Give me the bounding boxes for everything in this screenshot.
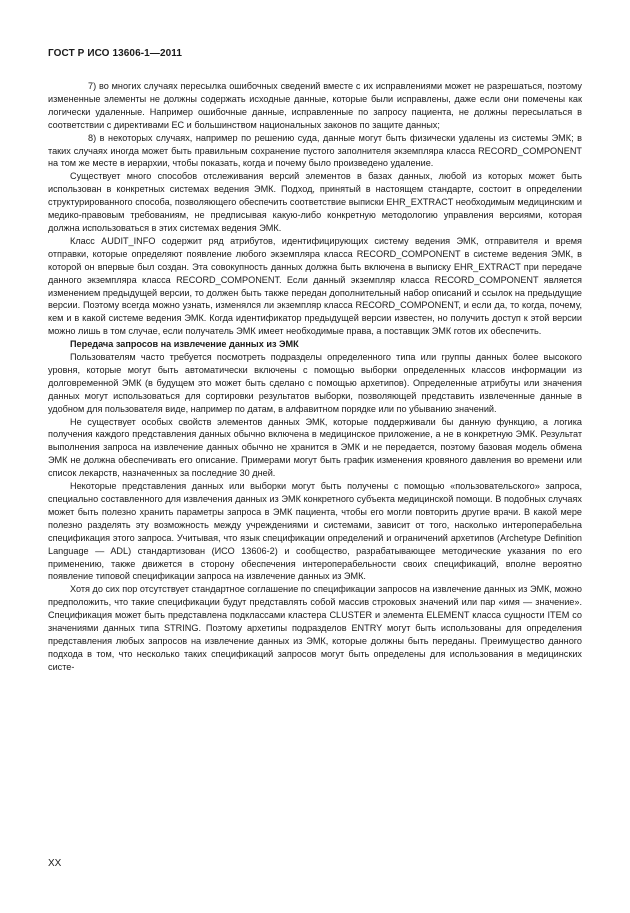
paragraph-query-specification: Хотя до сих пор отсутствует стандартное соглашение по спецификации запросов на извлечение данных из ЭМК, можно предположить, что такие спецификации будут представлять собой массив строковых значений или пар «имя — значение». Спецификация может быть представлена подклассами кластера CLUSTER и элемента ELEMENT класса сущности ITEM со значениями данных типа STRING. Поэтому архетипы подразделов ENTRY могут быть использованы для определения представления любых запросов на извлечение данных из ЭМК, которые должны быть переданы. Преимущество данного подхода в том, что несколько таких спецификаций запросов могут быть определены для использования в медицинских систе- bbox=[48, 584, 582, 672]
document-header: ГОСТ Р ИСО 13606-1—2011 bbox=[48, 48, 183, 59]
paragraph-list-item-7: 7) во многих случаях пересылка ошибочных сведений вместе с их исправлениями может не разрешаться, поэтому измененные элементы не должны содержать исходные данные, которые были исправлены, даже если они помечены как логически удаленные. Например ошибочные данные, исправленные по запросу пациента, не должны пересылаться в соответствии с директивами ЕС и большинством национальных законов по защите данных; bbox=[48, 81, 582, 130]
page-number: XX bbox=[48, 858, 62, 869]
paragraph-version-tracking: Существует много способов отслеживания версий элементов в базах данных, любой из которых может быть использован в конкретных системах ведения ЭМК. Подход, принятый в настоящем стандарте, состоит в определении структурированного способа, позволяющего обеспечить соответствие выписки EHR_EXTRACT необходимым медицинским и медико-правовым требованиям, не предписывая какую-либо конкретную методологию управления версиями, которая должна использоваться в этих системах ведения ЭМК. bbox=[48, 171, 582, 233]
paragraph-user-queries: Некоторые представления данных или выборки могут быть получены с помощью «пользовательского» запроса, специально составленного для извлечения данных из ЭМК конкретного субъекта медицинской помощи. В подобных случаях может быть полезно хранить параметры запроса в ЭМК пациента, чтобы его могли повторить другие врачи. В какой мере полезно разделять эту возможность между учреждениями и системами, зависит от того, насколько интероперабельна спецификация этого запроса. Учитывая, что язык спецификации определений и ограничений архетипов (Archetype Definition Language — ADL) стандартизован (ИСО 13606-2) и сообщество, разрабатывающее методические указания по его применению, также движется в сторону обеспечения интероперабельности своих спецификаций, вполне вероятно появление типовой спецификации запроса на извлечение данных из ЭМК. bbox=[48, 481, 582, 582]
paragraph-audit-info: Класс AUDIT_INFO содержит ряд атрибутов, идентифицирующих систему ведения ЭМК, отправителя и время отправки, которые определяют появление любого экземпляра класса RECORD_COMPONENT в системе ведения ЭМК, в которой он впервые был создан. Эта совокупность данных должна быть включена в выписку EHR_EXTRACT при передаче данного экземпляра класса RECORD_COMPONENT. Если данный экземпляр класса RECORD_COMPONENT является изменением предыдущей версии, то должен быть также передан дополнительный набор описаний и ссылок на предыдущие версии. Поэтому всегда можно узнать, изменялся ли экземпляр класса RECORD_COMPONENT, и если да, то когда, почему, кем и в какой системе ведения ЭМК. Когда идентификатор предыдущей версии известен, но получить доступ к этой версии можно лишь в том случае, если получатель ЭМК имеет необходимые права, а поставщик ЭМК готов их обеспечить. bbox=[48, 235, 582, 337]
section-heading-queries: Передача запросов на извлечение данных из ЭМК bbox=[70, 339, 299, 350]
paragraph-user-views: Пользователям часто требуется посмотреть подразделы определенного типа или группы данных более высокого уровня, которые могут быть автоматически включены с помощью выборки определенных классов информации из долговременной ЭМК (в будущем это может быть сделано с помощью архетипов). Определенные атрибуты или значения данных могут использоваться для сортировки результатов выборки, позволяющей представить извлеченные данные в удобном для пользователя виде, например по датам, в алфавитном порядке или по убыванию значений. bbox=[48, 352, 582, 414]
document-body bbox=[48, 80, 582, 674]
paragraph-list-item-8: 8) в некоторых случаях, например по решению суда, данные могут быть физически удалены из системы ЭМК; в таких случаях иногда может быть правильным сохранение пустого заполнителя экземпляра класса RECORD_COMPONENT на том же месте в иерархии, чтобы показать, когда и почему было произведено удаление. bbox=[48, 132, 582, 169]
paragraph-no-special-properties: Не существует особых свойств элементов данных ЭМК, которые поддерживали бы данную функцию, а логика получения каждого представления данных обычно включена в медицинское приложение, а не в конкретную ЭМК. Результат выполнения запроса на извлечение данных обычно не хранится в ЭМК и не передается, поэтому базовая модель обмена ЭМК не должна обеспечивать его описание. Примерами могут быть график изменения кровяного давления во времени или список лекарств, назначенных за последние 30 дней. bbox=[48, 416, 582, 479]
